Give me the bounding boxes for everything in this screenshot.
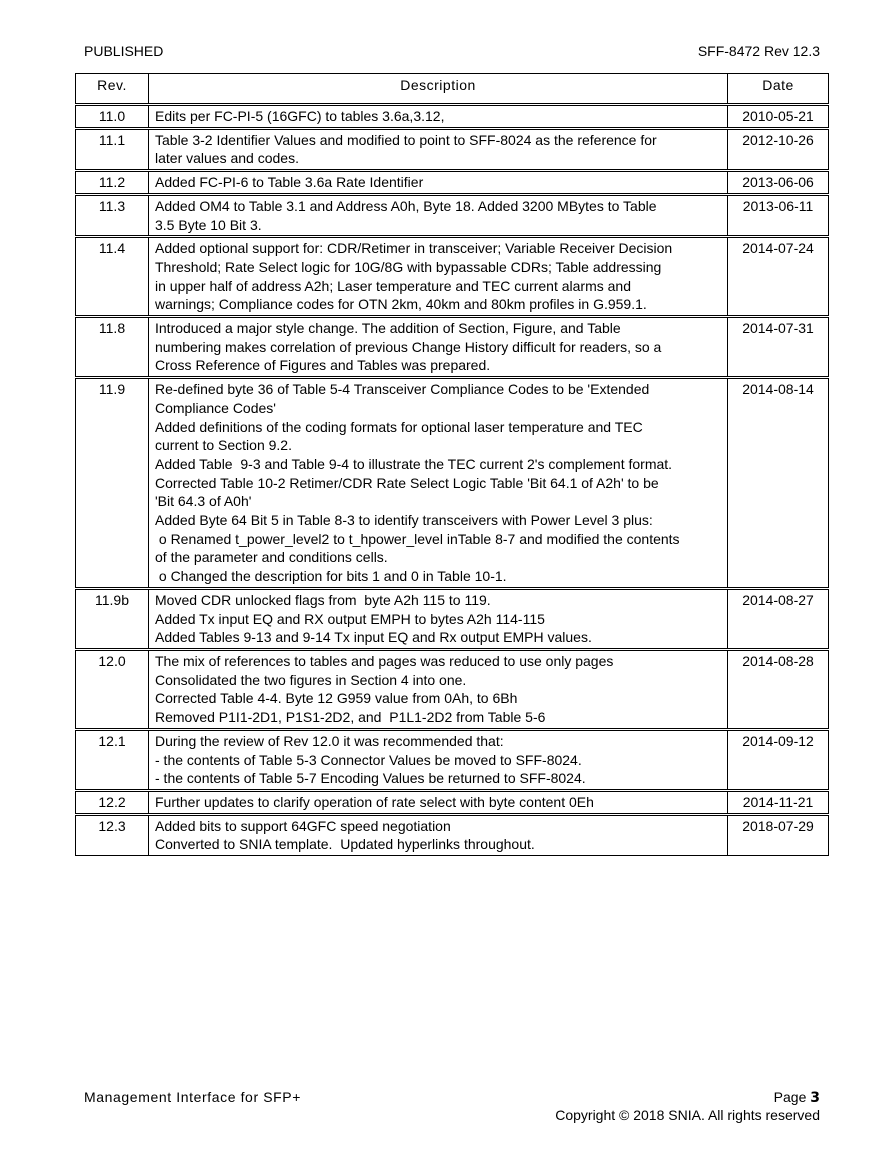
description-cell <box>149 237 728 317</box>
description-line: current to Section 9.2. <box>155 437 292 454</box>
rev-cell: 11.3 <box>76 194 149 236</box>
description-line: Added Tables 9-13 and 9-14 Tx input EQ and Rx output EMPH values. <box>155 629 592 646</box>
date-cell: 2014-09-12 <box>728 729 829 790</box>
footer-page-number: 3 <box>810 1090 820 1106</box>
date-cell: 2014-08-14 <box>728 378 829 589</box>
table-row <box>76 378 829 589</box>
table-row <box>76 237 829 317</box>
rev-cell: 12.3 <box>76 814 149 855</box>
description-line: 'Bit 64.3 of A0h' <box>155 493 252 510</box>
description-line: Added Tx input EQ and RX output EMPH to bytes A2h 114-115 <box>155 610 545 627</box>
date-cell: 2012-10-26 <box>728 128 829 170</box>
description-cell <box>149 194 728 236</box>
rev-cell: 11.9 <box>76 378 149 589</box>
description-line: Introduced a major style change. The addition of Section, Figure, and Table <box>155 320 621 337</box>
description-cell <box>149 649 728 729</box>
rev-cell: 11.9b <box>76 588 149 649</box>
description-cell <box>149 378 728 589</box>
description-line: Table 3-2 Identifier Values and modified to point to SFF-8024 as the reference for <box>155 131 657 148</box>
description-line: During the review of Rev 12.0 it was recommended that: <box>155 732 504 749</box>
description-line: Corrected Table 4-4. Byte 12 G959 value from 0Ah, to 6Bh <box>155 690 518 707</box>
description-line: Consolidated the two figures in Section 4 into one. <box>155 671 467 688</box>
description-line: Edits per FC-PI-5 (16GFC) to tables 3.6a,3.12, <box>155 108 445 124</box>
description-line: Added optional support for: CDR/Retimer in transceiver; Variable Receiver Decision <box>155 240 673 257</box>
description-line: - the contents of Table 5-3 Connector Values be moved to SFF-8024. <box>155 751 582 768</box>
description-line: Re-defined byte 36 of Table 5-4 Transceiver Compliance Codes to be 'Extended <box>155 381 650 398</box>
table-row <box>76 814 829 855</box>
table-row <box>76 105 829 129</box>
table-header-row <box>76 74 829 105</box>
description-line: o Changed the description for bits 1 and 0 in Table 10-1. <box>155 568 507 585</box>
footer-page <box>774 1089 820 1106</box>
description-cell <box>149 171 728 195</box>
description-line: - the contents of Table 5-7 Encoding Values be returned to SFF-8024. <box>155 770 586 787</box>
date-cell: 2018-07-29 <box>728 814 829 855</box>
description-line: Converted to SNIA template. Updated hyperlinks throughout. <box>155 836 535 853</box>
date-cell: 2014-11-21 <box>728 790 829 814</box>
description-line: Compliance Codes' <box>155 399 276 416</box>
description-line: warnings; Compliance codes for OTN 2km, 40km and 80km profiles in G.959.1. <box>155 296 647 313</box>
rev-cell: 11.2 <box>76 171 149 195</box>
date-cell: 2013-06-06 <box>728 171 829 195</box>
header-doc-id: SFF-8472 Rev 12.3 <box>697 43 820 59</box>
date-cell: 2010-05-21 <box>728 105 829 129</box>
rev-cell: 11.8 <box>76 317 149 378</box>
footer-page-label: Page <box>773 1089 807 1105</box>
rev-cell: 11.4 <box>76 237 149 317</box>
description-line: Removed P1I1-2D1, P1S1-2D2, and P1L1-2D2 from Table 5-6 <box>155 709 546 726</box>
description-cell <box>149 317 728 378</box>
description-line: Added FC-PI-6 to Table 3.6a Rate Identifier <box>155 174 424 191</box>
description-line: Corrected Table 10-2 Retimer/CDR Rate Select Logic Table 'Bit 64.1 of A2h' to be <box>155 474 659 491</box>
table-row <box>76 194 829 236</box>
table-row <box>76 729 829 790</box>
table-row <box>76 790 829 814</box>
table-row <box>76 317 829 378</box>
description-line: Further updates to clarify operation of rate select with byte content 0Eh <box>155 793 594 810</box>
description-line: 3.5 Byte 10 Bit 3. <box>155 216 262 233</box>
rev-cell: 12.1 <box>76 729 149 790</box>
table-row <box>76 649 829 729</box>
date-cell: 2014-07-24 <box>728 237 829 317</box>
description-line: of the parameter and conditions cells. <box>155 549 388 566</box>
description-cell <box>149 105 728 129</box>
description-line: Added Table 9-3 and Table 9-4 to illustrate the TEC current 2's complement format. <box>155 455 673 472</box>
date-cell: 2014-07-31 <box>728 317 829 378</box>
column-header-description: Description <box>149 74 728 105</box>
description-line: Added OM4 to Table 3.1 and Address A0h, Byte 18. Added 3200 MBytes to Table <box>155 197 657 214</box>
description-line: later values and codes. <box>155 150 299 167</box>
header-status: PUBLISHED <box>84 43 164 59</box>
column-header-rev: Rev. <box>76 74 149 105</box>
table-body <box>76 105 829 856</box>
table-row <box>76 171 829 195</box>
date-cell: 2013-06-11 <box>728 194 829 236</box>
description-line: Moved CDR unlocked flags from byte A2h 115 to 119. <box>155 591 491 608</box>
description-cell <box>149 128 728 170</box>
description-line: in upper half of address A2h; Laser temperature and TEC current alarms and <box>155 277 632 294</box>
rev-cell: 11.1 <box>76 128 149 170</box>
description-line: The mix of references to tables and pages was reduced to use only pages <box>155 652 614 669</box>
description-line: numbering makes correlation of previous Change History difficult for readers, so a <box>155 338 662 355</box>
rev-cell: 11.0 <box>76 105 149 129</box>
table-row <box>76 128 829 170</box>
date-cell: 2014-08-28 <box>728 649 829 729</box>
description-line: Added bits to support 64GFC speed negotiation <box>155 817 451 834</box>
description-line: Threshold; Rate Select logic for 10G/8G with bypassable CDRs; Table addressing <box>155 258 662 275</box>
description-line: Added definitions of the coding formats for optional laser temperature and TEC <box>155 418 643 435</box>
date-cell: 2014-08-27 <box>728 588 829 649</box>
description-line: o Renamed t_power_level2 to t_hpower_level inTable 8-7 and modified the contents <box>155 530 680 547</box>
description-line: Added Byte 64 Bit 5 in Table 8-3 to identify transceivers with Power Level 3 plus: <box>155 512 653 529</box>
table-row <box>76 588 829 649</box>
footer-title: Management Interface for SFP+ <box>84 1089 302 1105</box>
footer-copyright: Copyright © 2018 SNIA. All rights reserved <box>555 1107 820 1123</box>
description-line: Cross Reference of Figures and Tables was prepared. <box>155 357 491 374</box>
description-cell <box>149 729 728 790</box>
description-cell <box>149 814 728 855</box>
description-cell <box>149 790 728 814</box>
rev-cell: 12.2 <box>76 790 149 814</box>
description-cell <box>149 588 728 649</box>
rev-cell: 12.0 <box>76 649 149 729</box>
column-header-date: Date <box>728 74 829 105</box>
revision-history-table <box>75 73 829 856</box>
